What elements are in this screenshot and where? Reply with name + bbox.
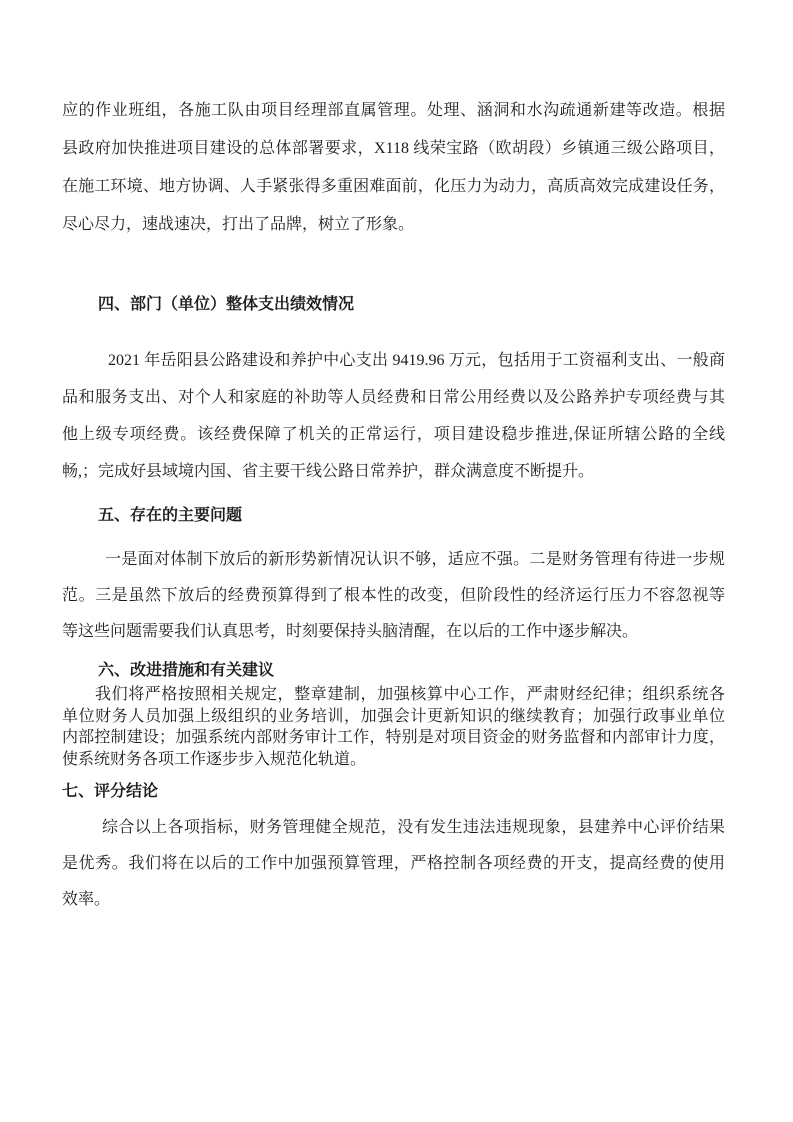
text-line: 内部控制建设；加强系统内部财务审计工作，特别是对项目资金的财务监督和内部审计力度，: [62, 729, 725, 746]
text-line: 2021 年岳阳县公路建设和养护中心支出 9419.96 万元，包括用于工资福利支出、一般商: [108, 352, 725, 369]
text-line: 品和服务支出、对个人和家庭的补助等人员经费和日常公用经费以及公路养护专项经费与其: [62, 389, 725, 406]
text-line: 单位财务人员加强上级组织的业务培训，加强会计更新知识的继续教育；加强行政事业单位: [62, 707, 725, 725]
text-line: 我们将严格按照相关规定，整章建制，加强核算中心工作，严肃财经纪律；组织系统各: [95, 686, 725, 703]
section-five-paragraph: [62, 542, 725, 650]
text-line: 效率。: [62, 891, 111, 908]
text-line: 县政府加快推进项目建设的总体部署要求，X118 线荣宝路（欧胡段）乡镇通三级公路项目，: [62, 140, 725, 157]
text-line: 综合以上各项指标，财务管理健全规范，没有发生违法违规现象，县建养中心评价结果: [102, 819, 725, 836]
text-line: 范。三是虽然下放后的经费预算得到了根本性的改变，但阶段性的经济运行压力不容忽视等: [62, 587, 725, 604]
text-line: 一是面对体制下放后的新形势新情况认识不够，适应不强。二是财务管理有待进一步规: [105, 551, 725, 568]
text-line: 等这些问题需要我们认真思考，时刻要保持头脑清醒，在以后的工作中逐步解决。: [62, 623, 639, 640]
section-seven-heading: 七、评分结论: [62, 783, 159, 800]
text-line: 尽心尽力，速战速决，打出了品牌，树立了形象。: [62, 216, 415, 233]
text-line: 他上级专项经费。该经费保障了机关的正常运行，项目建设稳步推进,保证所辖公路的全线: [62, 426, 725, 443]
text-line: 应的作业班组，各施工队由项目经理部直属管理。处理、涵洞和水沟疏通新建等改造。根据: [62, 102, 725, 119]
continued-paragraph: [62, 92, 725, 244]
text-line: 是优秀。我们将在以后的工作中加强预算管理，严格控制各项经费的开支，提高经费的使用: [62, 855, 725, 872]
text-line: 使系统财务各项工作逐步步入规范化轨道。: [62, 750, 367, 768]
section-six-heading: 六、改进措施和有关建议: [98, 662, 275, 679]
section-four-paragraph: [62, 342, 725, 490]
section-four-heading: 四、部门（单位）整体支出绩效情况: [98, 296, 355, 313]
section-seven-paragraph: [62, 810, 725, 918]
section-six-paragraph: [62, 684, 725, 770]
text-line: 畅,；完成好县域境内国、省主要干线公路日常养护，群众满意度不断提升。: [62, 463, 595, 480]
section-five-heading: 五、存在的主要问题: [98, 507, 243, 524]
text-line: 在施工环境、地方协调、人手紧张得多重困难面前，化压力为动力，高质高效完成建设任务，: [62, 178, 725, 195]
